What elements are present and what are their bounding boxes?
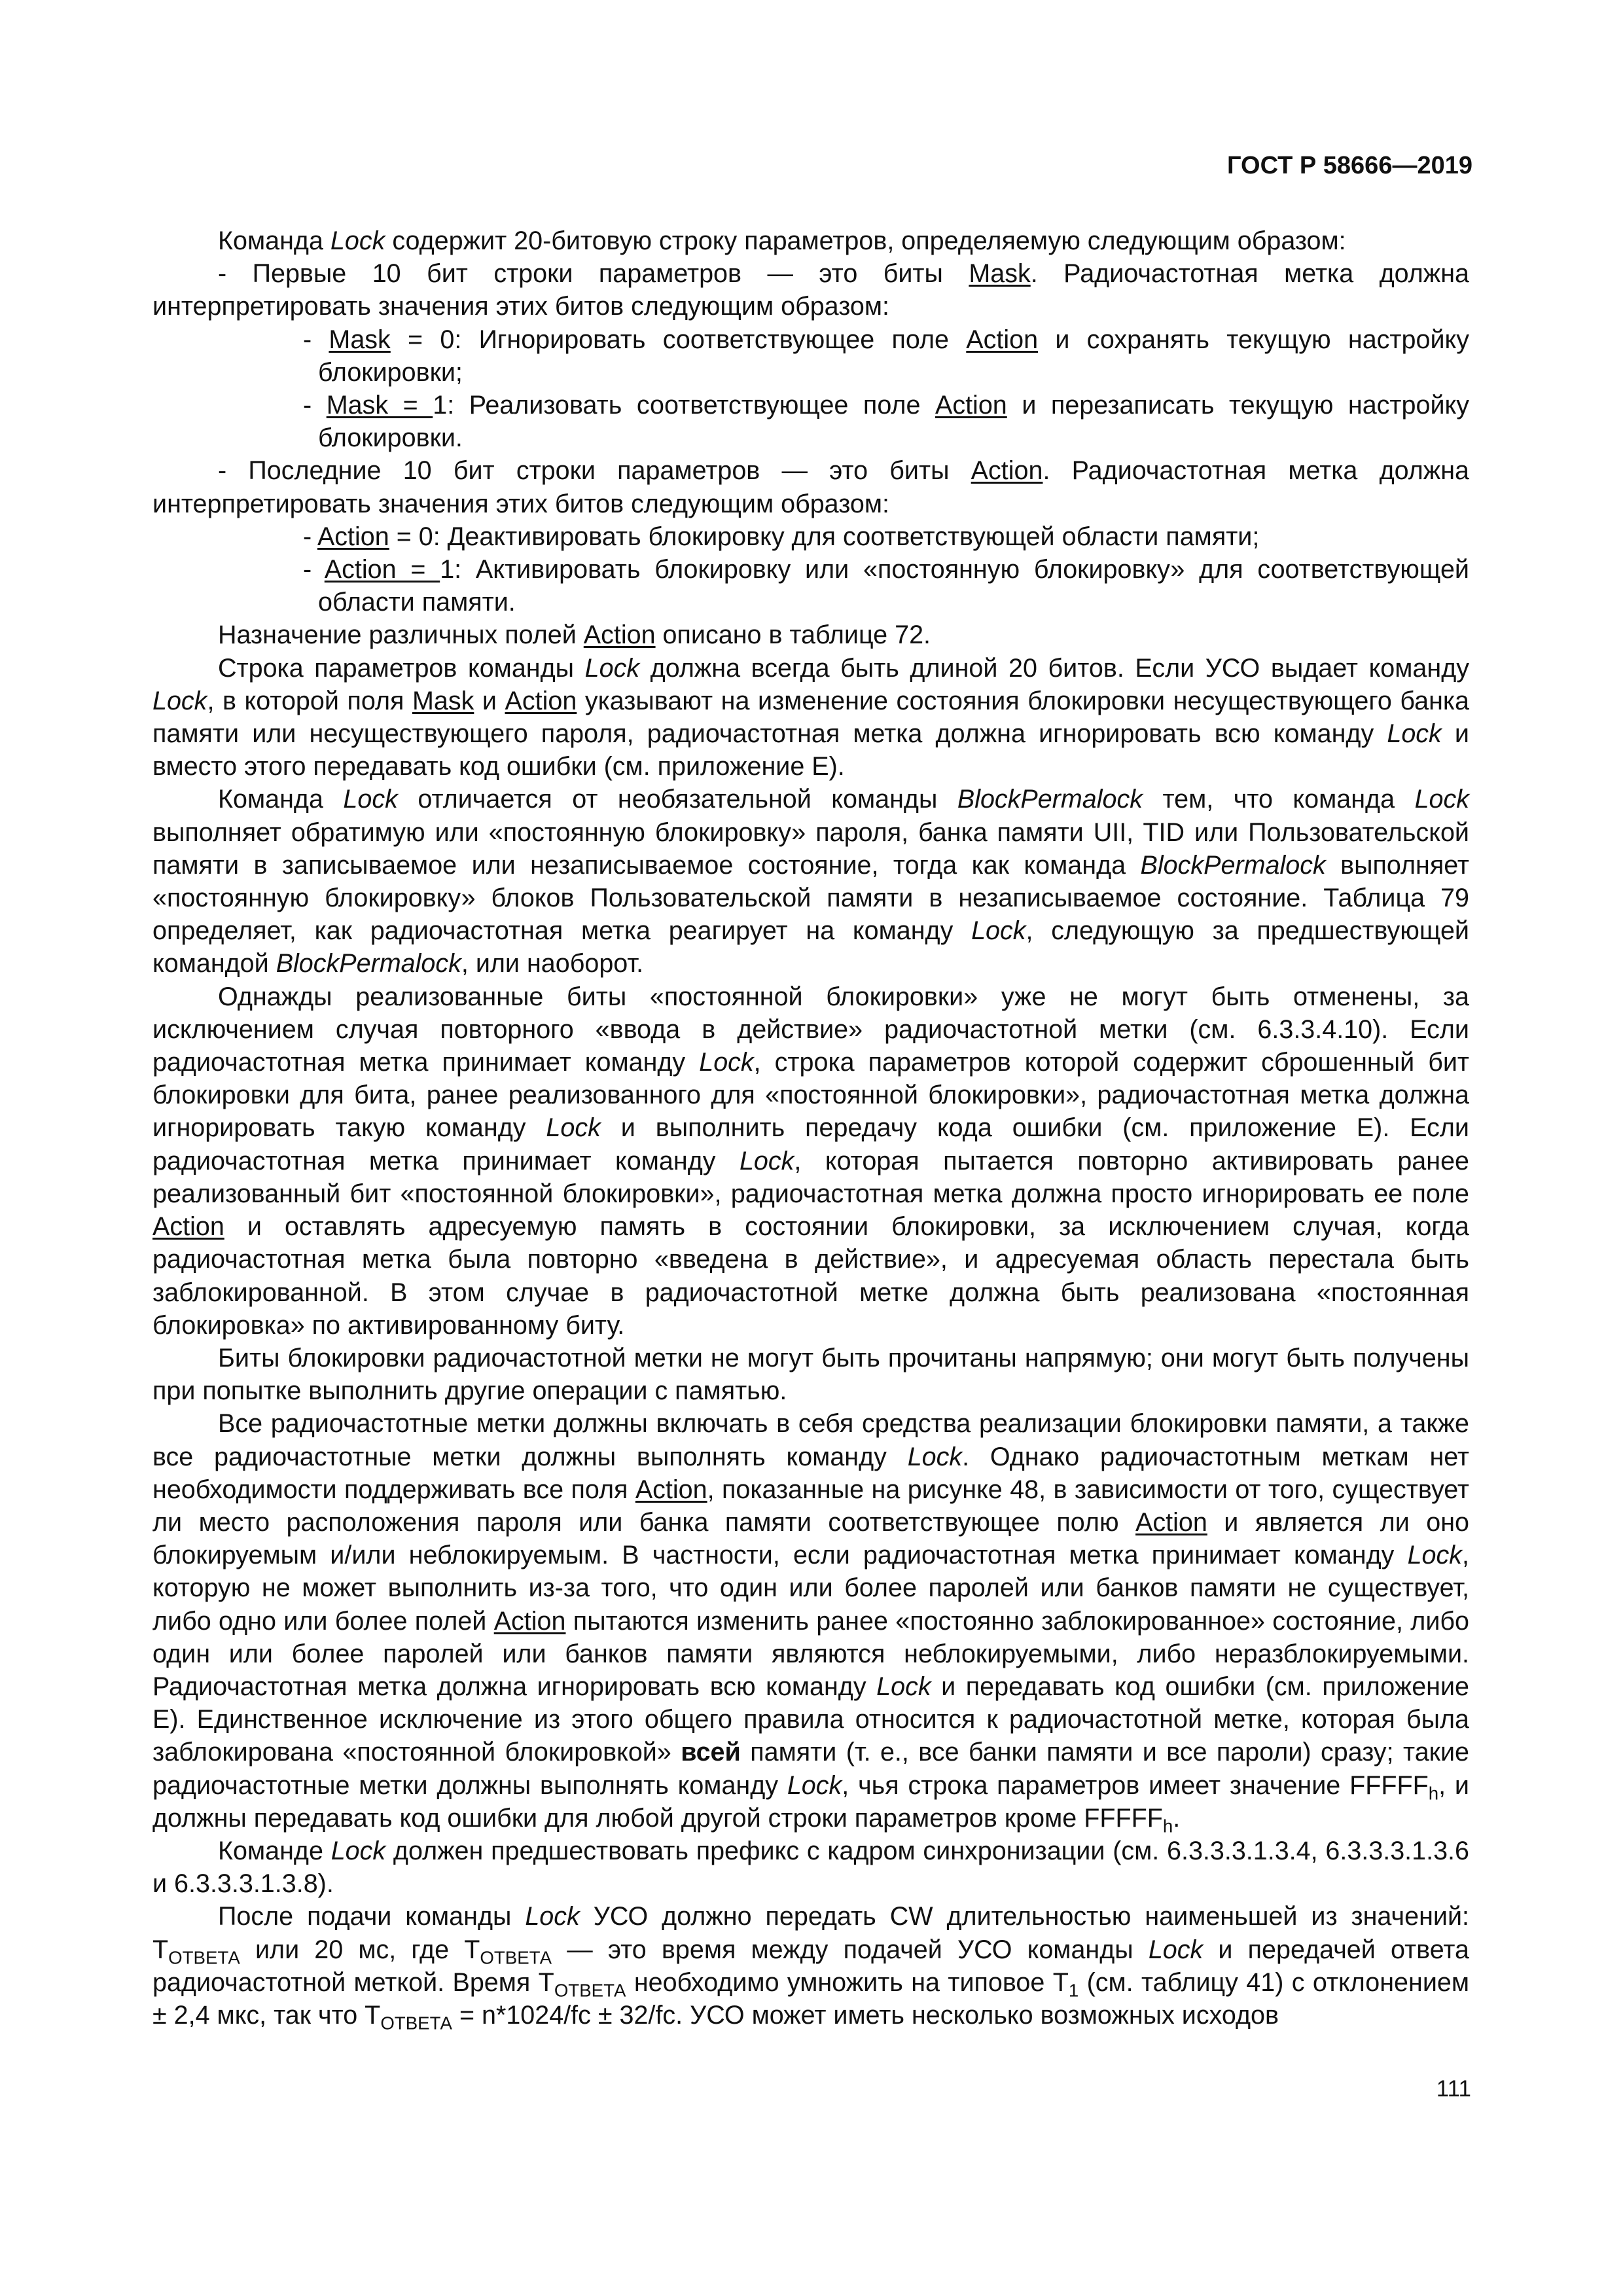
paragraph: Однажды реализованные биты «постоянной блокировки» уже не могут быть отменены, за исключением случая повторного «ввода в действие» радиочастотной метки (см. 6.3.3.4.10). Если радиочастотная метка принимает команду Lock, строка параметров которой содержит сброшенный бит блокировки для бита, ранее реализованного для «постоянной блокировки», радиочастотная метка должна игнорировать такую команду Lock и выполнить передачу кода ошибки (см. приложение Е). Если радиочастотная метка принимает команду Lock, которая пытается повторно активировать ранее реализованный бит «постоянной блокировки», радиочастотная метка должна просто игнорировать ее поле Action и оставлять адресуемую память в состоянии блокировки, за исключением случая, когда радиочастотная метка была повторно «введена в действие», и адресуемая область перестала быть заблокированной. В этом случае в радиочастотной метке должна быть реализована «постоянная блокировка» по активированному биту. [152,982,1470,1340]
paragraph: Команда Lock отличается от необязательной команды BlockPermalock тем, что команда Lock выполняет обратимую или «постоянную блокировку» пароля, банка памяти UII, TID или Пользовательской памяти в записываемое или незаписываемое состояние, тогда как команда BlockPermalock выполняет «постоянную блокировку» блоков Пользовательской памяти в незаписываемое состояние. Таблица 79 определяет, как радиочастотная метка реагирует на команду Lock, следующую за предшествующей командой BlockPermalock, или наоборот. [152,785,1469,978]
paragraph: После подачи команды Lock УСО должно передать CW длительностью наименьшей из значений: $T_{ОТВЕТА}$ или 20 мс, где $T_{ОТВЕТА}$ — это время между подачей УСО команды Lock и передачей ответа радиочастотной меткой. Время $T_{ОТВЕТА}$ необходимо умножить на типовое $T_1$ (см. таблицу 41) с отклонением ± 2,4 мкс, так что $T_{ОТВЕТА} = n*1024/fc \pm 32/fc$. УСО может иметь несколько возможных исходов [152,1902,1470,2034]
document-body [152,224,1469,2032]
paragraph: Все радиочастотные метки должны включать в себя средства реализации блокировки памяти, а также все радиочастотные метки должны выполнять команду Lock. Однако радиочастотным меткам нет необходимости поддерживать все поля Action, показанные на рисунке 48, в зависимости от того, существует ли место расположения пароля или банка памяти соответствующее полю Action и является ли оно блокируемым и/или неблокируемым. В частности, если радиочастотная метка принимает команду Lock, которую не может выполнить из-за того, что один или более паролей или банков памяти не существует, либо одно или более полей Action пытаются изменить ранее «постоянно заблокированное» состояние, либо один или более паролей или банков памяти являются неблокируемыми, либо неразблокируемыми. Радиочастотная метка должна игнорировать всю команду Lock и передавать код ошибки (см. приложение Е). Единственное исключение из этого общего правила относится к радиочастотной метке, которая была заблокирована «постоянной блокировкой» всей памяти (т. е., все банки памяти и все пароли) сразу; такие радиочастотные метки должны выполнять команду Lock, чья строка параметров имеет значение $FFFFF_h$, и должны передавать код ошибки для любой другой строки параметров кроме $FFFFF_h$. [152,1409,1470,1837]
list-item: - Action = 1: Активировать блокировку или «постоянную блокировку» для соответствующей области памяти. [303,555,1469,617]
list-item: - Mask = 1: Реализовать соответствующее поле Action и перезаписать текущую настройку блокировки. [303,391,1469,453]
paragraph: Строка параметров команды Lock должна всегда быть длиной 20 битов. Если УСО выдает команду Lock, в которой поля Mask и Action указывают на изменение состояния блокировки несуществующего банка памяти или несуществующего пароля, радиочастотная метка должна игнорировать всю команду Lock и вместо этого передавать код ошибки (см. приложение Е). [152,653,1470,781]
paragraph: Команде Lock должен предшествовать префикс с кадром синхронизации (см. 6.3.3.3.1.3.4, 6.3.3.3.1.3.6 и 6.3.3.3.1.3.8). [152,1836,1469,1899]
paragraph: - Первые 10 бит строки параметров — это биты Mask. Радиочастотная метка должна интерпретировать значения этих битов следующим образом: [152,259,1470,321]
paragraph: Биты блокировки радиочастотной метки не могут быть прочитаны напрямую; они могут быть получены при попытке выполнить другие операции с памятью. [152,1343,1469,1406]
page-header: ГОСТ Р 58666—2019 [1227,152,1472,179]
list-item: - Mask = 0: Игнорировать соответствующее поле Action и сохранять текущую настройку блокировки; [303,325,1469,387]
paragraph: Команда Lock содержит 20-битовую строку параметров, определяемую следующим образом: [218,226,1346,255]
page-number: 111 [1436,2076,1471,2102]
list-item: - Action = 0: Деактивировать блокировку для соответствующей области памяти; [303,522,1260,551]
paragraph: - Последние 10 бит строки параметров — это биты Action. Радиочастотная метка должна интерпретировать значения этих битов следующим образом: [152,456,1469,518]
paragraph: Назначение различных полей Action описано в таблице 72. [218,620,931,650]
